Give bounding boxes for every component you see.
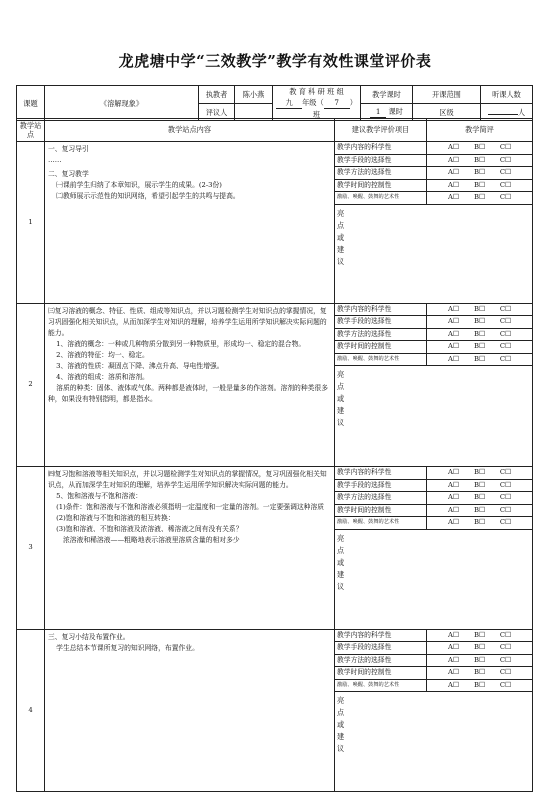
- grade-checkbox[interactable]: C☐: [499, 480, 512, 489]
- grade-checkbox[interactable]: B☐: [473, 317, 486, 326]
- grade-checkbox[interactable]: B☐: [473, 342, 486, 351]
- station-content: [45, 467, 335, 630]
- grade-checkbox[interactable]: C☐: [499, 304, 512, 313]
- content-line: (1)条件：饱和溶液与不饱和溶液必须指明一定温度和一定量的溶剂。一定要强调这种溶质: [56, 503, 325, 511]
- content-line: 一、复习导引: [48, 145, 89, 153]
- content-header: 教学站点内容: [45, 119, 335, 142]
- grade-header: 教学简评: [427, 119, 533, 142]
- eval-item-label: 教学时间的控制性: [335, 341, 427, 354]
- grade-checkbox[interactable]: A☐: [447, 630, 459, 639]
- grade-checkbox[interactable]: A☐: [447, 655, 459, 664]
- advice-cell[interactable]: [335, 692, 533, 792]
- grade-checkbox[interactable]: B☐: [473, 518, 486, 527]
- grade-checkbox[interactable]: B☐: [473, 304, 486, 313]
- grade-options: [427, 142, 533, 155]
- grade-checkbox[interactable]: A☐: [447, 317, 459, 326]
- grade-checkbox[interactable]: A☐: [447, 304, 459, 313]
- grade-checkbox[interactable]: A☐: [447, 193, 459, 202]
- topic-label: 课题: [17, 86, 45, 121]
- grade-checkbox[interactable]: C☐: [499, 655, 512, 664]
- grade-checkbox[interactable]: C☐: [499, 193, 512, 202]
- grade-checkbox[interactable]: C☐: [499, 630, 512, 639]
- content-line: 三、复习小结及布置作业。: [48, 632, 130, 641]
- eval-item-label: 教学时间的控制性: [335, 179, 427, 192]
- advice-label: 亮点或建议: [337, 370, 345, 427]
- advice-label: 亮点或建议: [337, 208, 345, 266]
- grade-checkbox[interactable]: C☐: [499, 180, 512, 189]
- period-value: 1: [370, 106, 386, 118]
- grade-options: [427, 654, 533, 667]
- grade-checkbox[interactable]: A☐: [447, 468, 459, 477]
- grade-checkbox[interactable]: A☐: [447, 168, 459, 177]
- eval-item-label: 教学时间的控制性: [335, 504, 427, 517]
- topic-value: 《溶解现象》: [45, 86, 199, 121]
- grade-checkbox[interactable]: A☐: [447, 680, 459, 689]
- eval-item-label: 教学内容的科学性: [335, 629, 427, 642]
- station-content: [45, 303, 335, 467]
- content-line: ……: [48, 156, 62, 164]
- grade-checkbox[interactable]: B☐: [473, 480, 486, 489]
- content-line: 学生总结本节课所复习的知识网络，布置作业。: [56, 643, 199, 652]
- main-table: [16, 118, 533, 792]
- station-content: [45, 629, 335, 792]
- grade-options: [427, 479, 533, 492]
- scope-label: 开课范围: [413, 86, 481, 104]
- grade-checkbox[interactable]: C☐: [499, 317, 512, 326]
- grade-options: [427, 353, 533, 366]
- eval-item-label: 教学内容的科学性: [335, 303, 427, 316]
- content-line: ㈠课前学生归纳了本章知识，展示学生的成果。(2-3份): [56, 181, 222, 189]
- eval-item-label: 教学方法的选择性: [335, 654, 427, 667]
- eval-item-label: 教学手段的选择性: [335, 154, 427, 167]
- grade-checkbox[interactable]: C☐: [499, 155, 512, 164]
- grade-checkbox[interactable]: C☐: [499, 168, 512, 177]
- grade-checkbox[interactable]: A☐: [447, 668, 459, 677]
- grade-checkbox[interactable]: C☐: [499, 329, 512, 338]
- evaluator-label: 评议人: [199, 103, 235, 121]
- station-number: 2: [17, 303, 45, 467]
- advice-cell[interactable]: [335, 366, 533, 467]
- content-line: (2)饱和溶液与不饱和溶液的相互转换：: [56, 514, 175, 522]
- grade-checkbox[interactable]: B☐: [473, 493, 486, 502]
- grade-options: [427, 316, 533, 329]
- grade-checkbox[interactable]: C☐: [499, 505, 512, 514]
- grade-options: [427, 192, 533, 205]
- station-number: 1: [17, 142, 45, 304]
- grade-checkbox[interactable]: A☐: [447, 329, 459, 338]
- grade-options: [427, 154, 533, 167]
- grade-checkbox[interactable]: B☐: [473, 155, 486, 164]
- eval-item-label: 教学内容的科学性: [335, 467, 427, 480]
- grade-checkbox[interactable]: B☐: [473, 630, 486, 639]
- grade-num: 九: [276, 97, 302, 109]
- grade-checkbox[interactable]: B☐: [473, 193, 486, 202]
- eval-item-label: 激励、唤醒、鼓舞的艺术性: [335, 192, 427, 205]
- advice-label: 亮点或建议: [337, 696, 345, 753]
- stop-label: 教学站点: [17, 119, 45, 142]
- listeners-label: 听课人数: [481, 86, 533, 104]
- grade-checkbox[interactable]: A☐: [447, 342, 459, 351]
- content-line: 3、溶液的性质：凝固点下降、沸点升高、导电性增强。: [56, 361, 224, 370]
- period-suffix: 课时: [388, 107, 403, 117]
- grade-checkbox[interactable]: A☐: [447, 480, 459, 489]
- eval-item-label: 教学方法的选择性: [335, 328, 427, 341]
- eval-item-label: 教学手段的选择性: [335, 316, 427, 329]
- grade-checkbox[interactable]: A☐: [447, 505, 459, 514]
- grade-checkbox[interactable]: A☐: [447, 180, 459, 189]
- content-line: 溶质的种类：固体、液体或气体。两种都是液体时，一般是量多的作溶剂。溶剂的种类很多种，如果没有特别指明，都是指水。: [48, 383, 329, 403]
- grade-checkbox[interactable]: B☐: [473, 680, 486, 689]
- grade-checkbox[interactable]: C☐: [499, 143, 512, 152]
- content-line: ㈡教师展示示范性的知识网络，希望引起学生的共鸣与提高。: [56, 192, 240, 200]
- content-line: 2、溶液的特征：均一、稳定。: [56, 350, 149, 359]
- content-line: 4、溶液的组成：溶质和溶剂。: [56, 372, 149, 381]
- advice-cell[interactable]: [335, 204, 533, 303]
- eval-item-label: 教学内容的科学性: [335, 142, 427, 155]
- research-group-cell: [273, 86, 361, 121]
- listeners-suffix: 人: [517, 107, 526, 117]
- grade-checkbox[interactable]: B☐: [473, 668, 486, 677]
- eval-item-label: 教学手段的选择性: [335, 642, 427, 655]
- grade-options: [427, 642, 533, 655]
- eval-item-label: 激励、唤醒、鼓舞的艺术性: [335, 353, 427, 366]
- content-line: 浓溶液和稀溶液——粗略地表示溶液里溶质含量的相对多少: [62, 536, 240, 544]
- station-content: [45, 142, 335, 304]
- info-table: [16, 85, 533, 121]
- grade-checkbox[interactable]: A☐: [447, 155, 459, 164]
- period-label: 教学课时: [361, 86, 413, 104]
- grade-checkbox[interactable]: C☐: [499, 680, 512, 689]
- research-group-label: 教 育 科 研 班 组: [289, 87, 344, 96]
- listeners-value: [488, 114, 518, 115]
- grade-checkbox[interactable]: C☐: [499, 354, 512, 363]
- eval-item-label: 激励、唤醒、鼓舞的艺术性: [335, 679, 427, 692]
- grade-checkbox[interactable]: B☐: [473, 505, 486, 514]
- grade-options: [427, 467, 533, 480]
- grade-checkbox[interactable]: A☐: [447, 143, 459, 152]
- grade-options: [427, 167, 533, 180]
- content-line: (3)饱和溶液、不饱和溶液及浓溶液、稀溶液之间有没有关系？: [56, 525, 243, 533]
- content-line: ㈢复习溶液的概念、特征、性质、组成等知识点，并以习题检测学生对知识点的掌握情况，复习巩固强化相关知识点，从而加深学生对知识的理解，培养学生运用所学知识解决实际问题的能力。: [48, 306, 327, 337]
- advice-cell[interactable]: [335, 529, 533, 629]
- grade-checkbox[interactable]: C☐: [499, 468, 512, 477]
- grade-checkbox[interactable]: B☐: [473, 143, 486, 152]
- grade-checkbox[interactable]: C☐: [499, 518, 512, 527]
- grade-checkbox[interactable]: B☐: [473, 354, 486, 363]
- grade-checkbox[interactable]: C☐: [499, 668, 512, 677]
- grade-checkbox[interactable]: B☐: [473, 180, 486, 189]
- advice-label: 亮点或建议: [337, 533, 345, 591]
- eval-item-label: 教学方法的选择性: [335, 492, 427, 505]
- grade-checkbox[interactable]: B☐: [473, 643, 486, 652]
- items-header: 建议教学评价项目: [335, 119, 427, 142]
- form-title: 龙虎塘中学“三效教学”教学有效性课堂评价表: [118, 52, 432, 70]
- teacher-value: 陈小燕: [235, 86, 273, 104]
- class-num: 7: [324, 97, 350, 109]
- grade-options: [427, 517, 533, 530]
- grade-checkbox[interactable]: C☐: [499, 342, 512, 351]
- grade-checkbox[interactable]: A☐: [447, 354, 459, 363]
- grade-checkbox[interactable]: C☐: [499, 643, 512, 652]
- grade-checkbox[interactable]: A☐: [447, 493, 459, 502]
- grade-checkbox[interactable]: C☐: [499, 493, 512, 502]
- grade-options: [427, 629, 533, 642]
- grade-checkbox[interactable]: B☐: [473, 168, 486, 177]
- grade-options: [427, 179, 533, 192]
- grade-checkbox[interactable]: B☐: [473, 655, 486, 664]
- grade-options: [427, 303, 533, 316]
- grade-options: [427, 667, 533, 680]
- eval-item-label: 教学时间的控制性: [335, 667, 427, 680]
- region-label: 区级: [413, 103, 481, 121]
- content-line: 二、复习教学: [48, 170, 89, 178]
- eval-item-label: 激励、唤醒、鼓舞的艺术性: [335, 517, 427, 530]
- grade-checkbox[interactable]: B☐: [473, 329, 486, 338]
- eval-item-label: 教学方法的选择性: [335, 167, 427, 180]
- grade-options: [427, 341, 533, 354]
- station-number: 3: [17, 467, 45, 630]
- grade-options: [427, 492, 533, 505]
- grade-options: [427, 679, 533, 692]
- content-line: ㈣复习饱和溶液等相关知识点，并以习题检测学生对知识点的掌握情况，复习巩固强化相关知识点，从而加深学生对知识的理解，培养学生运用所学知识解决实际问题的能力。: [48, 470, 327, 489]
- station-number: 4: [17, 629, 45, 792]
- teacher-label: 执教者: [199, 86, 235, 104]
- content-line: 1、溶液的概念：一种或几种物质分散到另一种物质里，形成均一、稳定的混合物。: [56, 339, 306, 348]
- grade-checkbox[interactable]: A☐: [447, 518, 459, 527]
- grade-checkbox[interactable]: A☐: [447, 643, 459, 652]
- grade-class: 九 年级（ 7 ）班: [273, 97, 360, 120]
- grade-checkbox[interactable]: B☐: [473, 468, 486, 477]
- grade-options: [427, 328, 533, 341]
- content-line: 5、饱和溶液与不饱和溶液：: [56, 492, 143, 500]
- grade-options: [427, 504, 533, 517]
- eval-item-label: 教学手段的选择性: [335, 479, 427, 492]
